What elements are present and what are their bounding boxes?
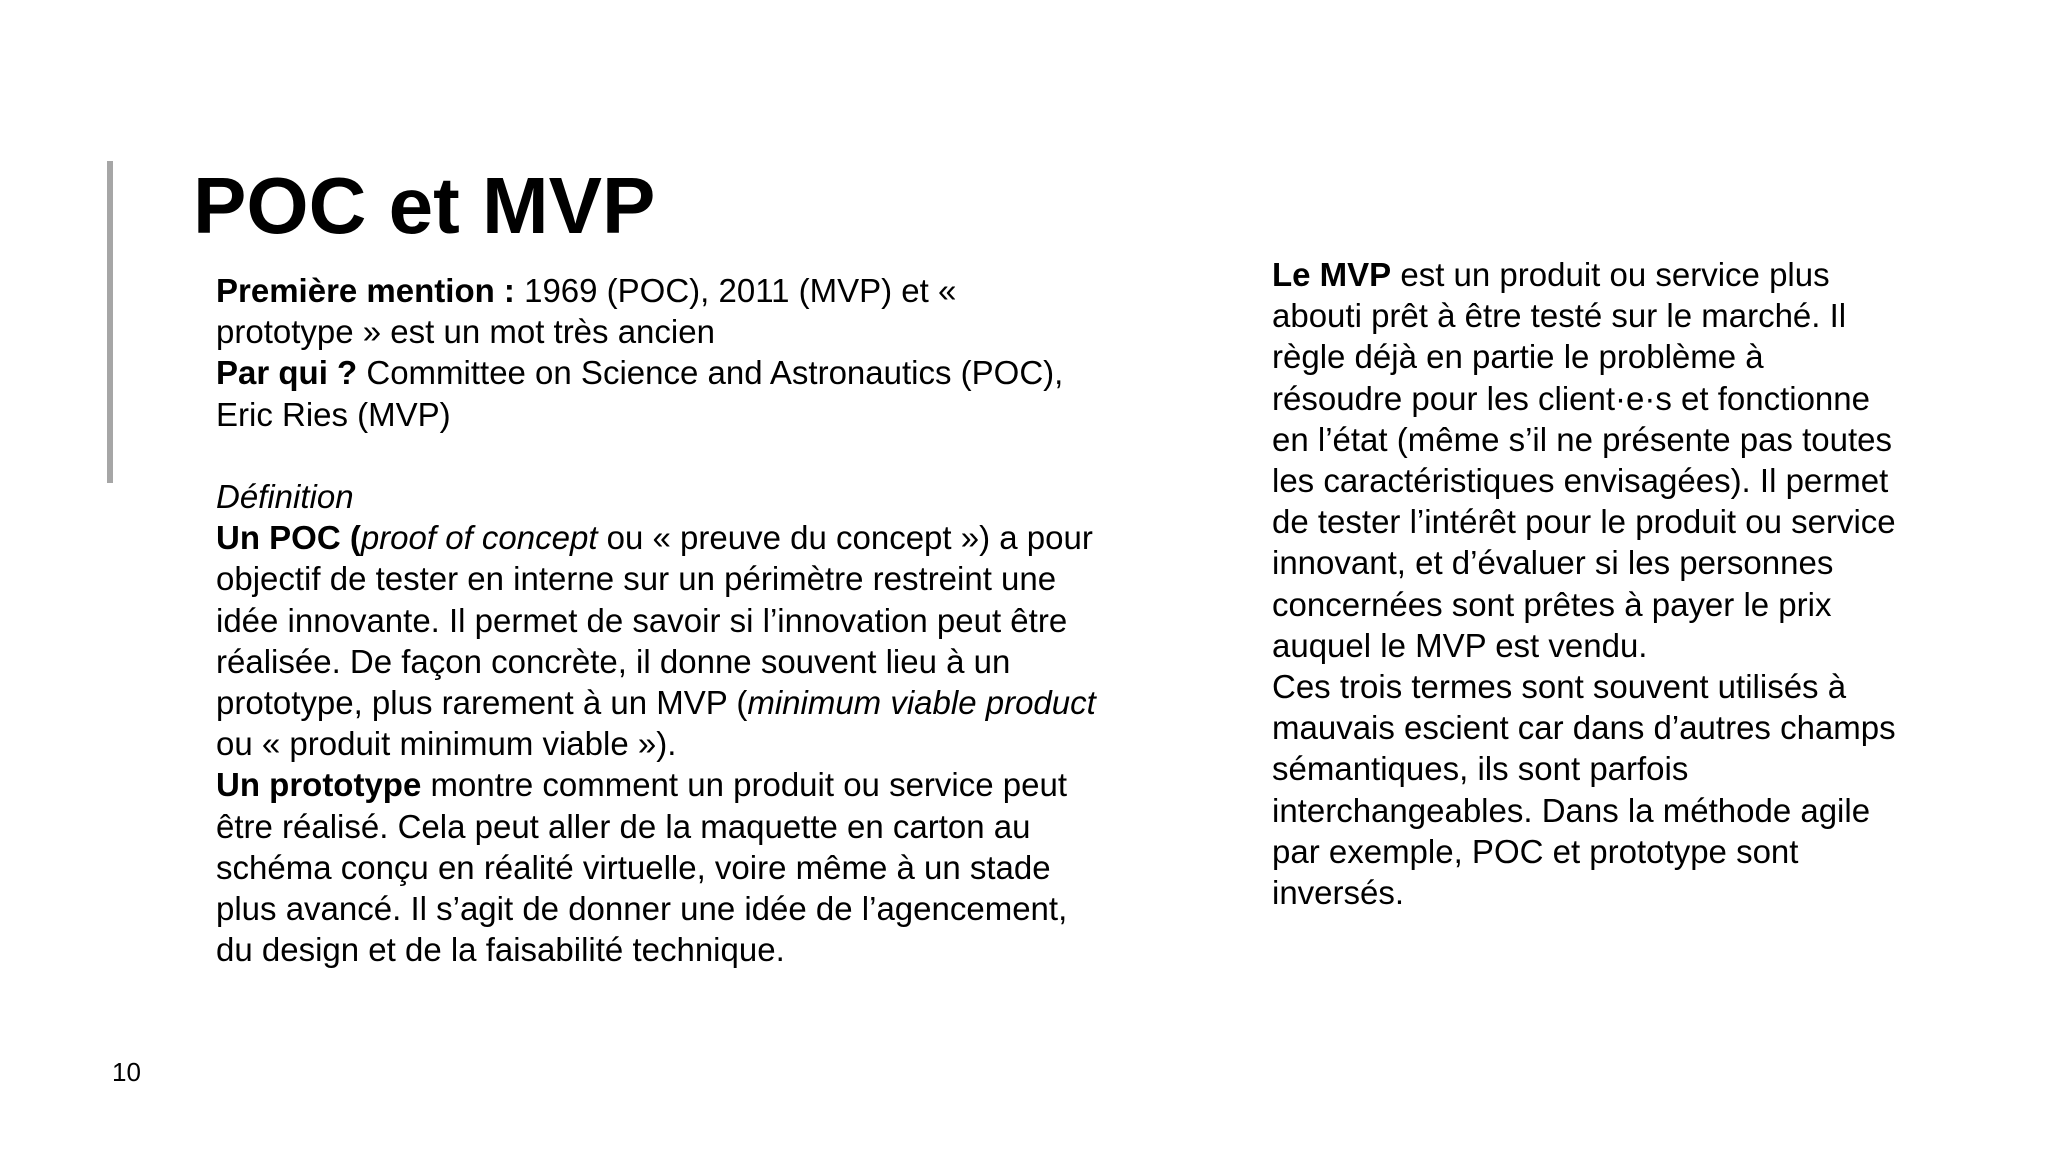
first-mention-paragraph (216, 270, 1096, 352)
poc-text-2: ou « produit minimum viable »). (216, 725, 677, 763)
mvp-definition-paragraph (1272, 254, 1902, 666)
definition-heading: Définition (216, 478, 354, 515)
poc-term: proof of concept (360, 519, 598, 557)
by-whom-text: Committee on Science and Astronautics (POC), Eric Ries (MVP) (216, 354, 1064, 433)
prototype-definition-paragraph (216, 764, 1096, 970)
page-number: 10 (112, 1057, 141, 1087)
mvp-label: Le MVP (1272, 256, 1392, 293)
poc-definition-paragraph (216, 517, 1096, 764)
first-mention-text: 1969 (POC), 2011 (MVP) et « prototype » est un mot très ancien (216, 272, 957, 351)
mvp-term: minimum viable product (747, 684, 1096, 722)
accent-bar (107, 161, 113, 483)
left-column (216, 270, 1096, 970)
poc-text-1: ou « preuve du concept ») a pour objectif de tester en interne sur un périmètre restreint une idée innovante. Il permet de savoir si l’innovation peut être réalisée. De façon concrète, il donne souvent lieu à un prototype, plus rarement à un MVP ( (216, 519, 1093, 722)
slide-title: POC et MVP (193, 161, 656, 250)
poc-label: Un POC ( (216, 519, 361, 557)
right-column (1272, 254, 1902, 913)
by-whom-paragraph (216, 352, 1096, 434)
mvp-text: est un produit ou service plus abouti prêt à être testé sur le marché. Il règle déjà en partie le problème à résoudre pour les client·e·s et fonctionne en l’état (même s’il ne présente pas toutes les caractéristiques envisagées). Il permet de tester l’intérêt pour le produit ou service innovant, et d’évaluer si les personnes concernées sont prêtes à payer le prix auquel le MVP est vendu. (1272, 256, 1896, 664)
by-whom-label: Par qui ? (216, 354, 358, 392)
terms-paragraph: Ces trois termes sont souvent utilisés à mauvais escient car dans d’autres champs sémantiques, ils sont parfois interchangeables. Dans la méthode agile par exemple, POC et prototype sont inversés. (1272, 668, 1896, 912)
first-mention-label: Première mention : (216, 272, 515, 309)
prototype-text: montre comment un produit ou service peut être réalisé. Cela peut aller de la maquette en carton au schéma conçu en réalité virtuelle, voire même à un stade plus avancé. Il s’agit de donner une idée de l’agencement, du design et de la faisabilité technique. (216, 766, 1068, 969)
prototype-label: Un prototype (216, 766, 422, 804)
paragraph-gap (216, 435, 1096, 476)
